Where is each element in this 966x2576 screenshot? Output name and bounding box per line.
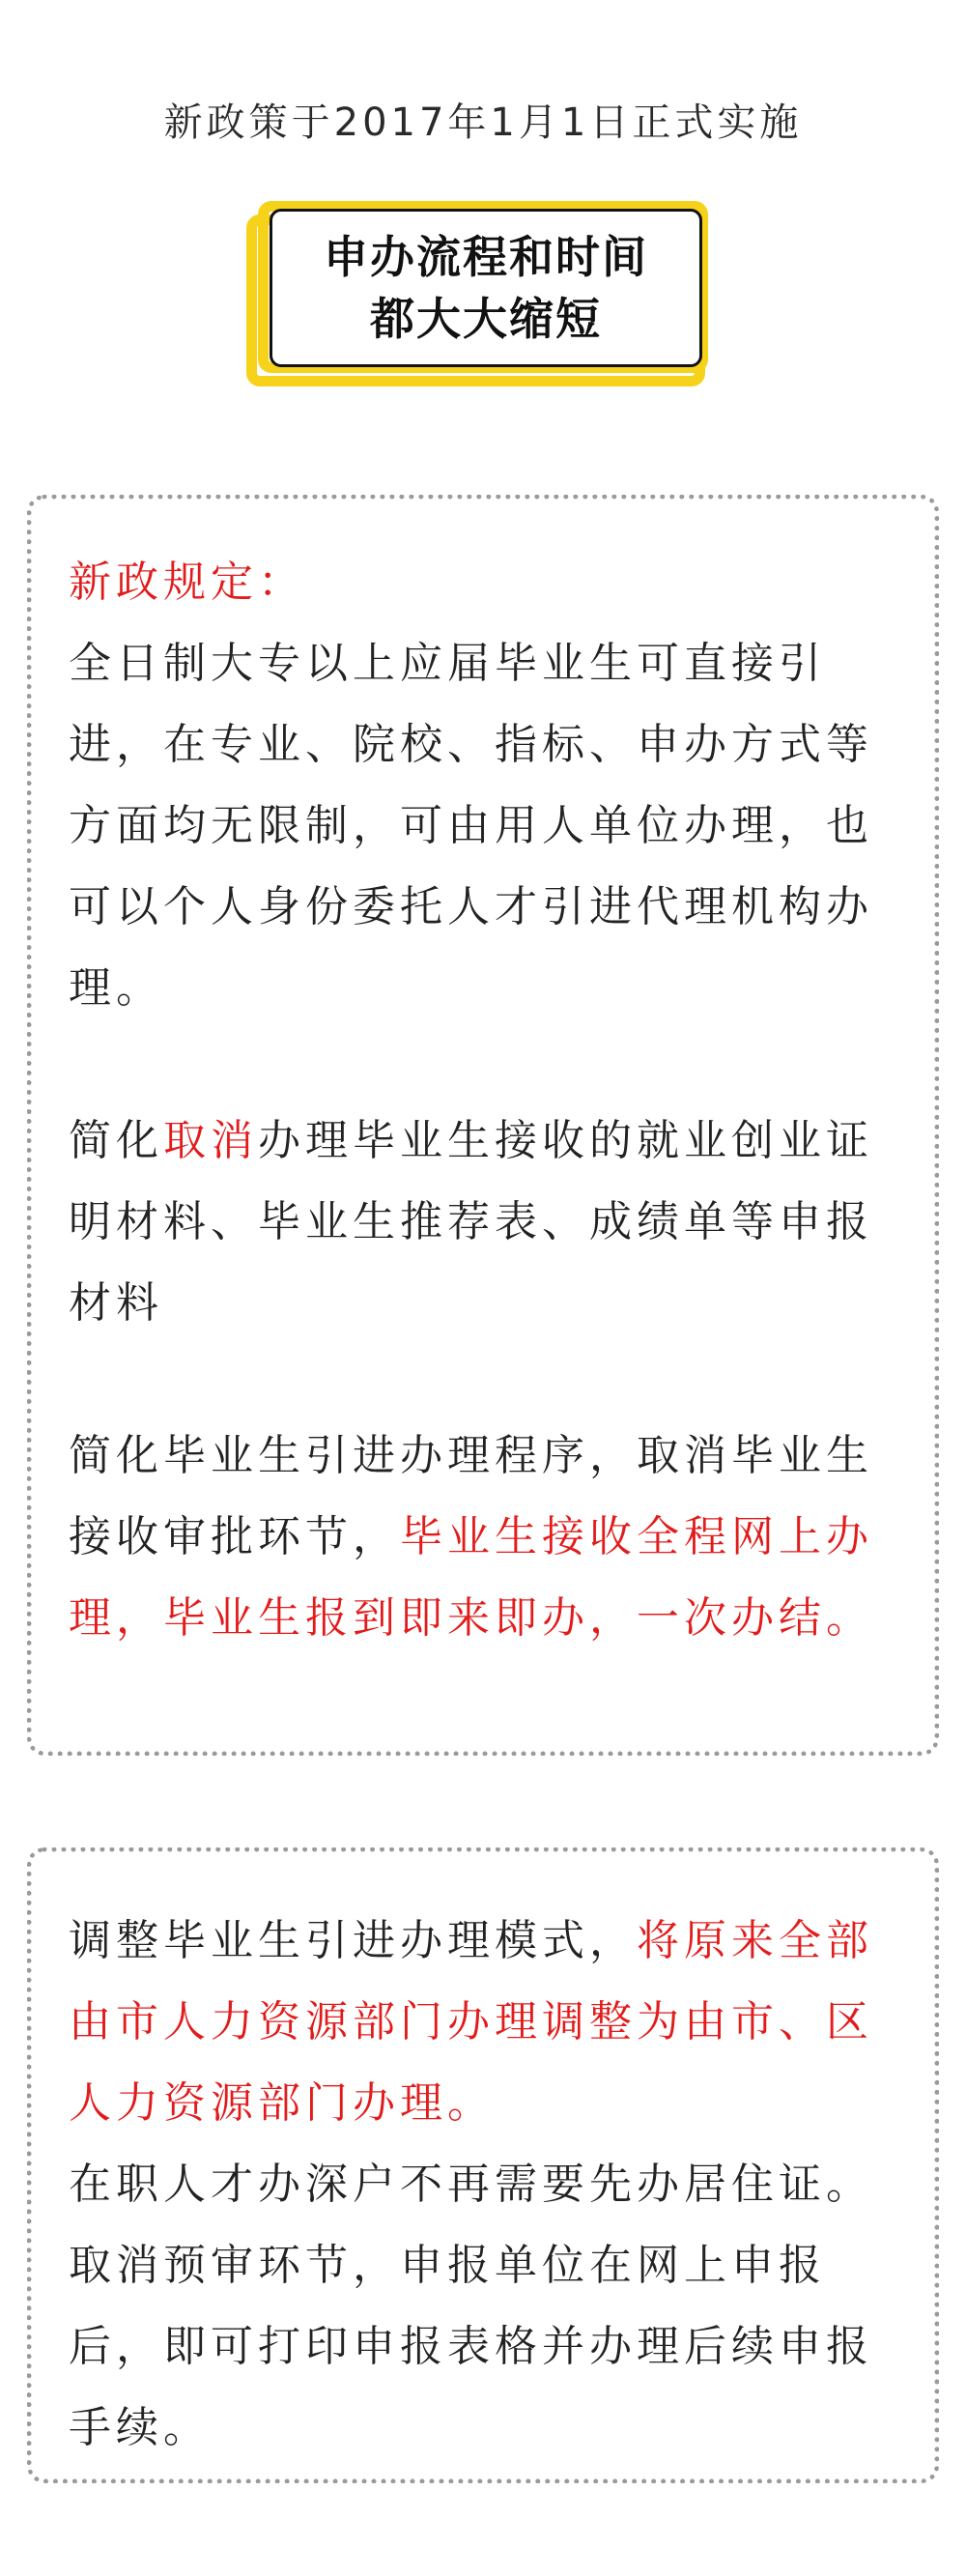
intro-text: 新政策于2017年1月1日正式实施: [163, 100, 803, 145]
p3-highlight: 毕业生接收全程网上办理，毕业生报到即来即办，一次办结。: [69, 1512, 873, 1643]
p3-text-before: 简化毕业生引进办理程序，取消毕业生接收审批环节，: [69, 1431, 873, 1561]
p2-highlight: 取消: [163, 1116, 258, 1165]
spacer: [69, 1029, 899, 1101]
policy-paragraph-6: 取消预审环节，申报单位在网上申报后，即可打印申报表格并办理后续申报手续。: [69, 2241, 873, 2452]
policy-paragraph-2: [69, 1101, 899, 1344]
policy-heading: 新政规定：: [69, 558, 305, 607]
title-frame: [246, 193, 720, 386]
policy-paragraph-4: [69, 1901, 899, 2144]
policy-box-2: [27, 1847, 939, 2483]
policy-box-1: [27, 495, 939, 1756]
spacer: [69, 1344, 899, 1416]
p2-text-before: 简化: [69, 1116, 163, 1165]
title-line-2: 都大大缩短: [370, 293, 602, 345]
p2-text-after: 办理毕业生接收的就业创业证明材料、毕业生推荐表、成绩单等申报材料: [69, 1116, 873, 1328]
title-line-1: 申办流程和时间: [324, 231, 648, 283]
p4-highlight: 将原来全部由市人力资源部门办理调整为由市、区人力资源部门办理。: [69, 1916, 873, 2128]
p4-text-before: 调整毕业生引进办理模式，: [69, 1916, 637, 1965]
policy-paragraph-1: 全日制大专以上应届毕业生可直接引进，在专业、院校、指标、申办方式等方面均无限制，可由用人单位办理，也可以个人身份委托人才引进代理机构办理。: [69, 639, 873, 1013]
policy-paragraph-5: 在职人才办深户不再需要先办居住证。: [69, 2160, 873, 2209]
title-card: [270, 209, 702, 367]
policy-paragraph-3: [69, 1416, 899, 1659]
